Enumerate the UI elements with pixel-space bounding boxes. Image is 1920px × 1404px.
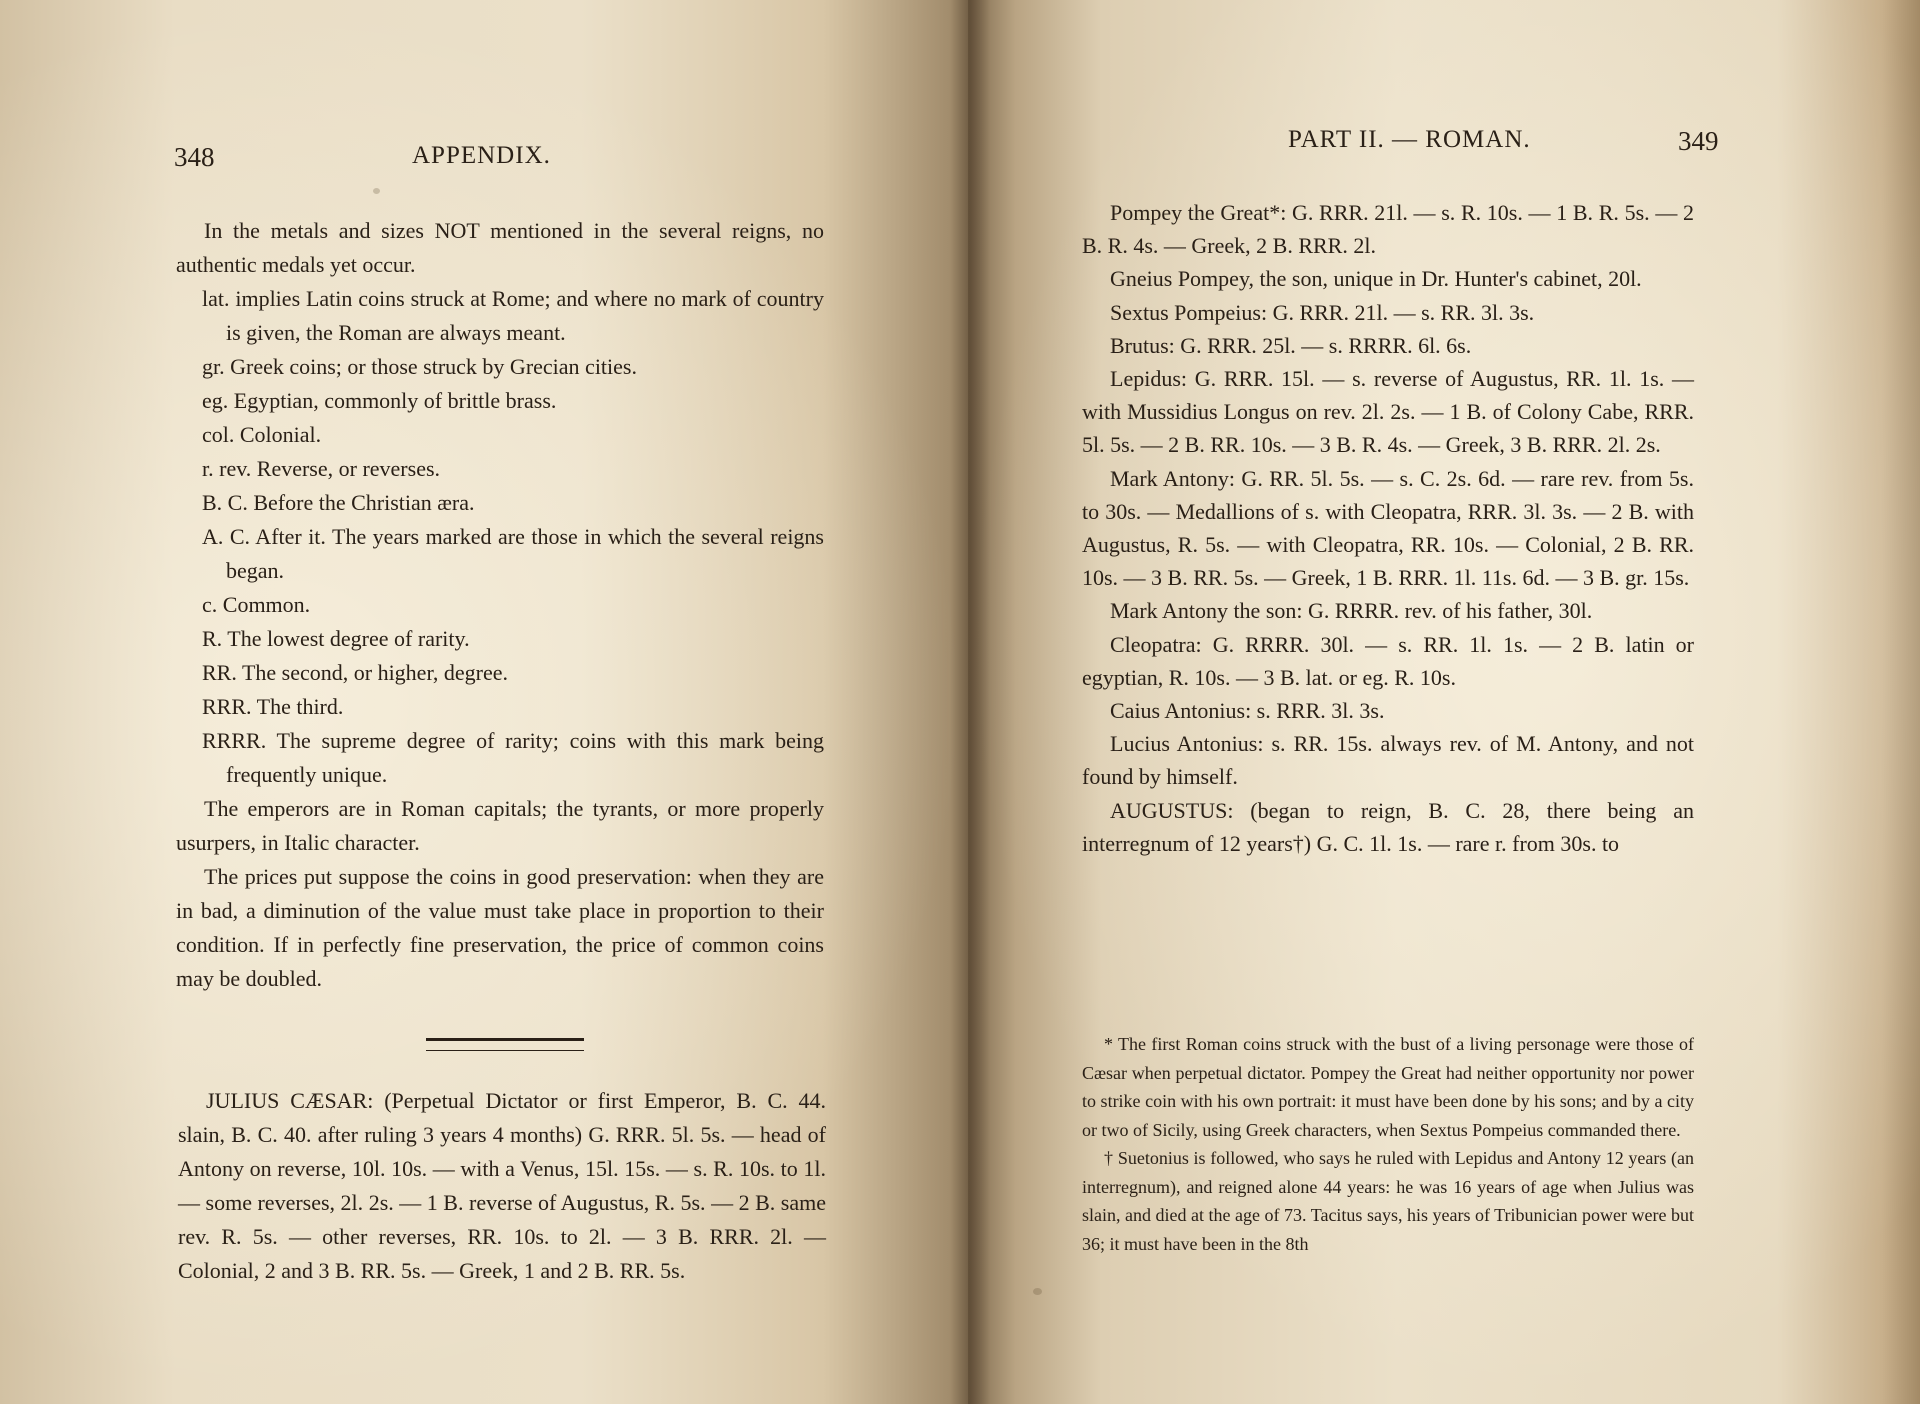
- abbrev-ac: A. C. After it. The years marked are those in which the several reigns began.: [202, 524, 824, 583]
- abbrev-eg: eg. Egyptian, commonly of brittle brass.: [202, 388, 557, 413]
- abbrev-col: col. Colonial.: [202, 422, 322, 447]
- intro-paragraph: In the metals and sizes NOT mentioned in the several reigns, no authentic medals yet occur.: [176, 218, 824, 277]
- running-head-left: APPENDIX.: [412, 142, 551, 169]
- right-page: [968, 0, 1920, 1404]
- caesar-block: [178, 1084, 826, 1288]
- book-gutter: [950, 0, 990, 1404]
- footnote-asterisk: * The first Roman coins struck with the bust of a living personage were those of Cæsar when perpetual dictator. Pompey the Great had neither opportunity nor power to strike coin with his own portrait: it must have been done by his sons; and by a city or two of Sicily, using Greek characters, when Sextus Pompeius commanded there.: [1082, 1034, 1694, 1140]
- right-text-block: [1082, 196, 1694, 860]
- emperors-paragraph: The emperors are in Roman capitals; the tyrants, or more properly usurpers, in Italic character.: [176, 796, 824, 855]
- entry-mark-antony-son: Mark Antony the son: G. RRRR. rev. of his father, 30l.: [1110, 598, 1593, 624]
- paper-spot: [1033, 1288, 1042, 1295]
- abbrev-lat: lat. implies Latin coins struck at Rome; and where no mark of country is given, the Roman are always meant.: [202, 286, 824, 345]
- page-number-right: 349: [1678, 126, 1719, 156]
- entry-cleopatra: Cleopatra: G. RRRR. 30l. — s. RR. 1l. 1s. — 2 B. latin or egyptian, R. 10s. — 3 B. lat. or eg. R. 10s.: [1082, 631, 1694, 690]
- abbrev-rev: r. rev. Reverse, or reverses.: [202, 456, 441, 481]
- abbrev-rr: RR. The second, or higher, degree.: [202, 660, 509, 685]
- entry-sextus-pompeius: Sextus Pompeius: G. RRR. 21l. — s. RR. 3l. 3s.: [1110, 299, 1535, 325]
- entry-gneius-pompey: Gneius Pompey, the son, unique in Dr. Hunter's cabinet, 20l.: [1110, 266, 1642, 292]
- abbrev-rrrr: RRRR. The supreme degree of rarity; coins with this mark being frequently unique.: [202, 728, 824, 787]
- entry-mark-antony: Mark Antony: G. RR. 5l. 5s. — s. C. 2s. 6d. — rare rev. from 5s. to 30s. — Medallions of s. with Cleopatra, RRR. 3l. 3s. — 2 B. with Augustus, R. 5s. — with Cleopatra, RR. 10s. — Colonial, 2 B. RR. 10s. — 3 B. RR. 5s. — Greek, 1 B. RRR. 1l. 11s. 6d. — 3 B. gr. 15s.: [1082, 465, 1694, 591]
- prices-paragraph: The prices put suppose the coins in good preservation: when they are in bad, a diminution of the value must take place in proportion to their condition. If in perfectly fine preservation, the price of common coins may be doubled.: [176, 864, 824, 991]
- entry-pompey-great: Pompey the Great*: G. RRR. 21l. — s. R. 10s. — 1 B. R. 5s. — 2 B. R. 4s. — Greek, 2 B. RRR. 2l.: [1082, 200, 1694, 259]
- abbrev-r: R. The lowest degree of rarity.: [202, 626, 470, 651]
- julius-caesar-entry: JULIUS CÆSAR: (Perpetual Dictator or first Emperor, B. C. 44. slain, B. C. 40. after ruling 3 years 4 months) G. RRR. 5l. 5s. — head of Antony on reverse, 10l. 10s. — with a Venus, 15l. 15s. — s. R. 10s. to 1l. — some reverses, 2l. 2s. — 1 B. reverse of Augustus, R. 5s. — 2 B. same rev. R. 5s. — other reverses, RR. 10s. to 2l. — 3 B. RRR. 2l. — Colonial, 2 and 3 B. RR. 5s. — Greek, 1 and 2 B. RR. 5s.: [178, 1088, 826, 1283]
- entry-caius-antonius: Caius Antonius: s. RRR. 3l. 3s.: [1110, 698, 1385, 724]
- abbrev-rrr: RRR. The third.: [202, 694, 344, 719]
- running-head-right: PART II. — ROMAN.: [1288, 126, 1531, 153]
- entry-augustus: AUGUSTUS: (began to reign, B. C. 28, there being an interregnum of 12 years†) G. C. 1l. 1s. — rare r. from 30s. to: [1082, 797, 1694, 856]
- abbrev-gr: gr. Greek coins; or those struck by Grecian cities.: [202, 354, 637, 379]
- footnotes: [1082, 1030, 1694, 1258]
- left-text-block: [176, 214, 824, 996]
- paper-spot: [373, 188, 380, 194]
- entry-lepidus: Lepidus: G. RRR. 15l. — s. reverse of Augustus, RR. 1l. 1s. — with Mussidius Longus on rev. 2l. 2s. — 1 B. of Colony Cabe, RRR. 5l. 5s. — 2 B. RR. 10s. — 3 B. R. 4s. — Greek, 3 B. RRR. 2l. 2s.: [1082, 366, 1694, 458]
- section-divider: [426, 1038, 584, 1051]
- abbrev-c: c. Common.: [202, 592, 311, 617]
- entry-brutus: Brutus: G. RRR. 25l. — s. RRRR. 6l. 6s.: [1110, 332, 1472, 358]
- abbrev-bc: B. C. Before the Christian æra.: [202, 490, 475, 515]
- footnote-dagger: † Suetonius is followed, who says he ruled with Lepidus and Antony 12 years (an interregnum), and reigned alone 44 years: he was 16 years of age when Julius was slain, and died at the age of 73. Tacitus says, his years of Tribunician power were but 36; it must have been in the 8th: [1082, 1148, 1694, 1254]
- entry-lucius-antonius: Lucius Antonius: s. RR. 15s. always rev. of M. Antony, and not found by himself.: [1082, 731, 1694, 790]
- page-number-left: 348: [174, 142, 215, 172]
